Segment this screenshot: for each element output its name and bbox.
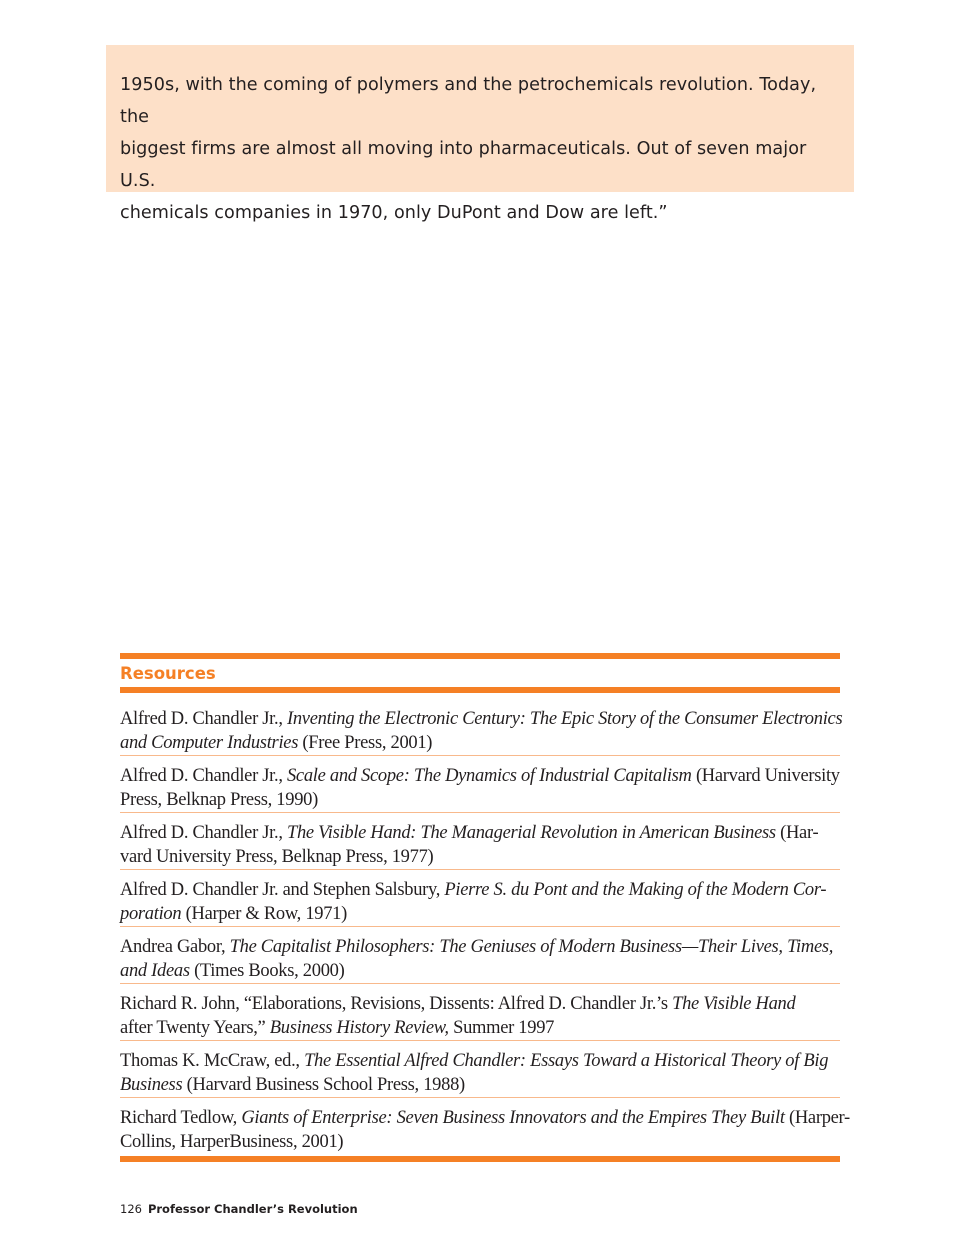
entry-publisher: Press, Belknap Press, 1990) [120,790,318,810]
entry-title: Giants of Enterprise: Seven Business Innovators and the Empires They Built [241,1108,785,1128]
quote-line: biggest firms are almost all moving into pharmaceuticals. Out of seven major U.S. [120,139,807,191]
entry-line [120,731,840,755]
entry-title: Scale and Scope: The Dynamics of Industrial Capitalism [286,766,692,786]
entry-title: Business [120,1075,183,1095]
entry-line [120,878,840,902]
entry-line [120,1049,840,1073]
entry-author: Alfred D. Chandler Jr., [120,766,287,786]
entry-publisher: (Free Press, 2001) [298,733,433,753]
resource-entry [120,813,840,870]
entry-line [120,707,843,731]
entry-author: Richard R. John, “Elaborations, Revisions, Dissents: Alfred D. Chandler Jr.’s [120,994,673,1014]
pull-quote-text [120,69,840,229]
entry-line [120,845,840,869]
entry-publisher: (Harper & Row, 1971) [181,904,347,924]
entry-publisher: Collins, HarperBusiness, 2001) [120,1132,344,1152]
entry-line [120,1016,840,1040]
page-footer [120,1201,358,1217]
entry-title: The Visible Hand [672,994,796,1014]
quote-line: 1950s, with the coming of polymers and the petrochemicals revolution. Today, the [120,75,817,127]
resource-entry [120,756,840,813]
resource-entry [120,870,840,927]
running-title: Professor Chandler’s Revolution [147,1202,358,1216]
resources-section [120,653,850,1162]
entry-publisher: (Harvard Business School Press, 1988) [182,1075,465,1095]
entry-author: Andrea Gabor, [120,937,230,957]
entry-author: Thomas K. McCraw, ed., [120,1051,305,1071]
entry-title: poration [120,904,182,924]
entry-line [120,1073,840,1097]
entry-author: Richard Tedlow, [120,1108,242,1128]
entry-title: The Capitalist Philosophers: The Geniuses of Modern Business—Their Lives, Times, [229,937,834,957]
bottom-rule [120,1156,840,1162]
resource-entry [120,984,840,1041]
resource-entry [120,927,840,984]
entry-line [120,902,840,926]
entry-line [120,1106,850,1130]
entry-title: The Essential Alfred Chandler: Essays Toward a Historical Theory of Big [304,1051,829,1071]
entry-title: Inventing the Electronic Century: The Epic Story of the Consumer Electronics [286,709,843,729]
entry-line [120,935,840,959]
pull-quote-box [106,45,854,223]
entry-line [120,992,840,1016]
resources-list [120,699,850,1155]
entry-title: and Ideas [120,961,190,981]
entry-publisher: (Har- [775,823,819,843]
entry-publisher: (Harper- [784,1108,850,1128]
entry-line [120,959,840,983]
entry-author: Alfred D. Chandler Jr., [120,823,287,843]
entry-publisher: vard University Press, Belknap Press, 1977) [120,847,434,867]
entry-author: after Twenty Years,” [120,1018,270,1038]
entry-author: Alfred D. Chandler Jr., [120,709,287,729]
resource-entry [120,1098,850,1155]
heading-rule [120,687,840,693]
resources-heading: Resources [120,664,216,683]
entry-title: Business History Review, [269,1018,449,1038]
resource-entry [120,1041,840,1098]
entry-title: Pierre S. du Pont and the Making of the Modern Cor- [444,880,827,900]
entry-publisher: Summer 1997 [448,1018,555,1038]
entry-publisher: (Harvard University [691,766,840,786]
entry-title: and Computer Industries [120,733,299,753]
entry-title: The Visible Hand: The Managerial Revolution in American Business [286,823,776,843]
entry-line [120,788,840,812]
page-number: 126 [120,1202,142,1216]
quote-line: chemicals companies in 1970, only DuPont and Dow are left.” [120,203,668,223]
resource-entry [120,699,843,756]
entry-line [120,821,840,845]
entry-author: Alfred D. Chandler Jr. and Stephen Salsbury, [120,880,445,900]
entry-line [120,1130,840,1154]
entry-line [120,764,840,788]
entry-publisher: (Times Books, 2000) [189,961,345,981]
